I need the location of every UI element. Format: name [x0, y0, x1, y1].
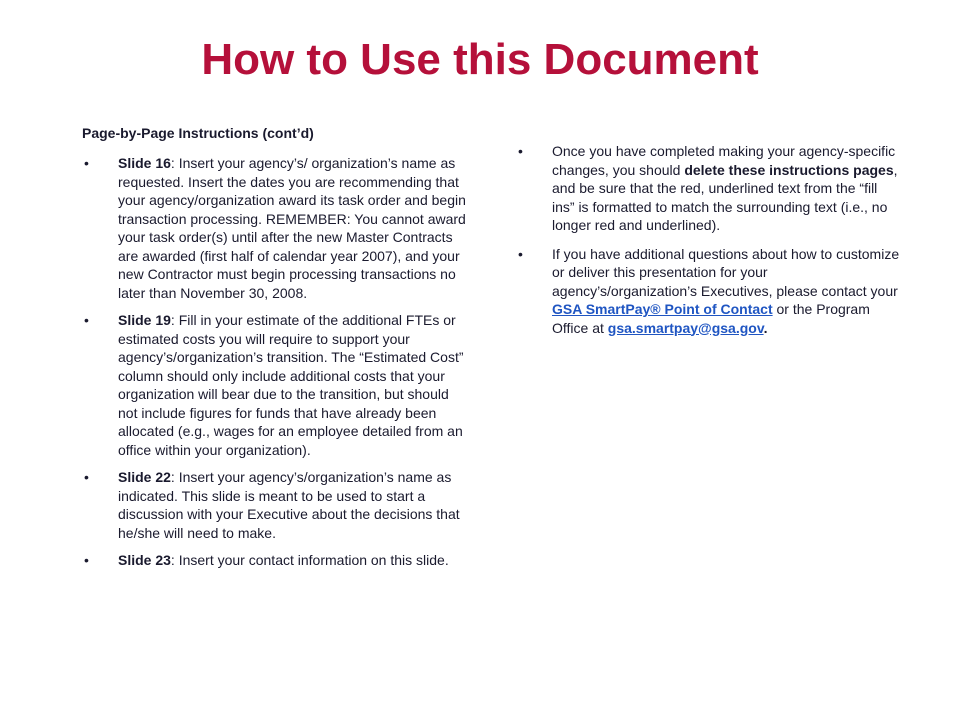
section-subheading: Page-by-Page Instructions (cont’d) — [82, 125, 314, 141]
bullet-icon: • — [84, 312, 89, 328]
item-bold-text: delete these instructions pages — [684, 161, 894, 178]
bullet-icon: • — [84, 552, 89, 568]
item-text: , and be sure that the red, underlined text from the “fill ins” is formatted to match the surrounding text (i.e., no longer red and underlined). — [552, 161, 898, 233]
item-text: : Insert your contact information on this slide. — [170, 552, 449, 568]
item-text: . — [763, 319, 768, 336]
email-link[interactable]: gsa.smartpay@gsa.gov — [607, 319, 764, 336]
point-of-contact-link[interactable]: GSA SmartPay® Point of Contact — [552, 301, 773, 317]
item-text: If you have additional questions about how to customize or deliver this presentation for your agency’s/organization’s Executives, please contact your — [552, 245, 900, 299]
left-column — [82, 124, 468, 579]
item-text: or the Program Office at — [552, 301, 870, 336]
instructions-list — [82, 154, 468, 570]
item-label: Slide 16 — [118, 155, 171, 171]
right-column — [516, 142, 902, 347]
list-item-slide-22 — [82, 468, 468, 542]
item-text: : Insert your agency’s/ organization’s name as requested. Insert the dates you are recommending that your agency/organization award its task order and begin transaction processing. REMEMBER: You cannot award your task order(s) until after the new Master Contracts are awarded (first half of calendar year 2007), and your new Contractor must begin processing transactions no later than November 30, 2008. — [118, 155, 466, 301]
item-label: Slide 23 — [118, 552, 171, 568]
list-item-contact — [516, 245, 902, 338]
list-item-slide-23 — [82, 551, 468, 570]
closing-notes-list — [516, 142, 902, 337]
item-label: Slide 22 — [118, 469, 171, 485]
item-label: Slide 19 — [118, 312, 171, 328]
list-item-slide-19 — [82, 311, 468, 459]
item-text: : Insert your agency’s/organization’s name as indicated. This slide is meant to be used to start a discussion with your Executive about the decisions that he/she will need to make. — [118, 469, 460, 541]
list-item-slide-16 — [82, 154, 468, 302]
bullet-icon: • — [84, 469, 89, 485]
bullet-icon: • — [518, 245, 523, 262]
bullet-icon: • — [84, 155, 89, 171]
item-text: Once you have completed making your agency-specific changes, you should — [552, 143, 896, 178]
list-item-delete-instructions — [516, 142, 902, 235]
bullet-icon: • — [518, 143, 523, 159]
item-text: : Fill in your estimate of the additional FTEs or estimated costs you will require to support your agency’s/organization’s transition. The “Estimated Cost” column should only include additional costs that your organization will bear due to the transition, but should not include figures for funds that have already been allocated (e.g., wages for an employee detailed from an office within your organization). — [118, 312, 464, 458]
page-title: How to Use this Document — [201, 35, 759, 84]
